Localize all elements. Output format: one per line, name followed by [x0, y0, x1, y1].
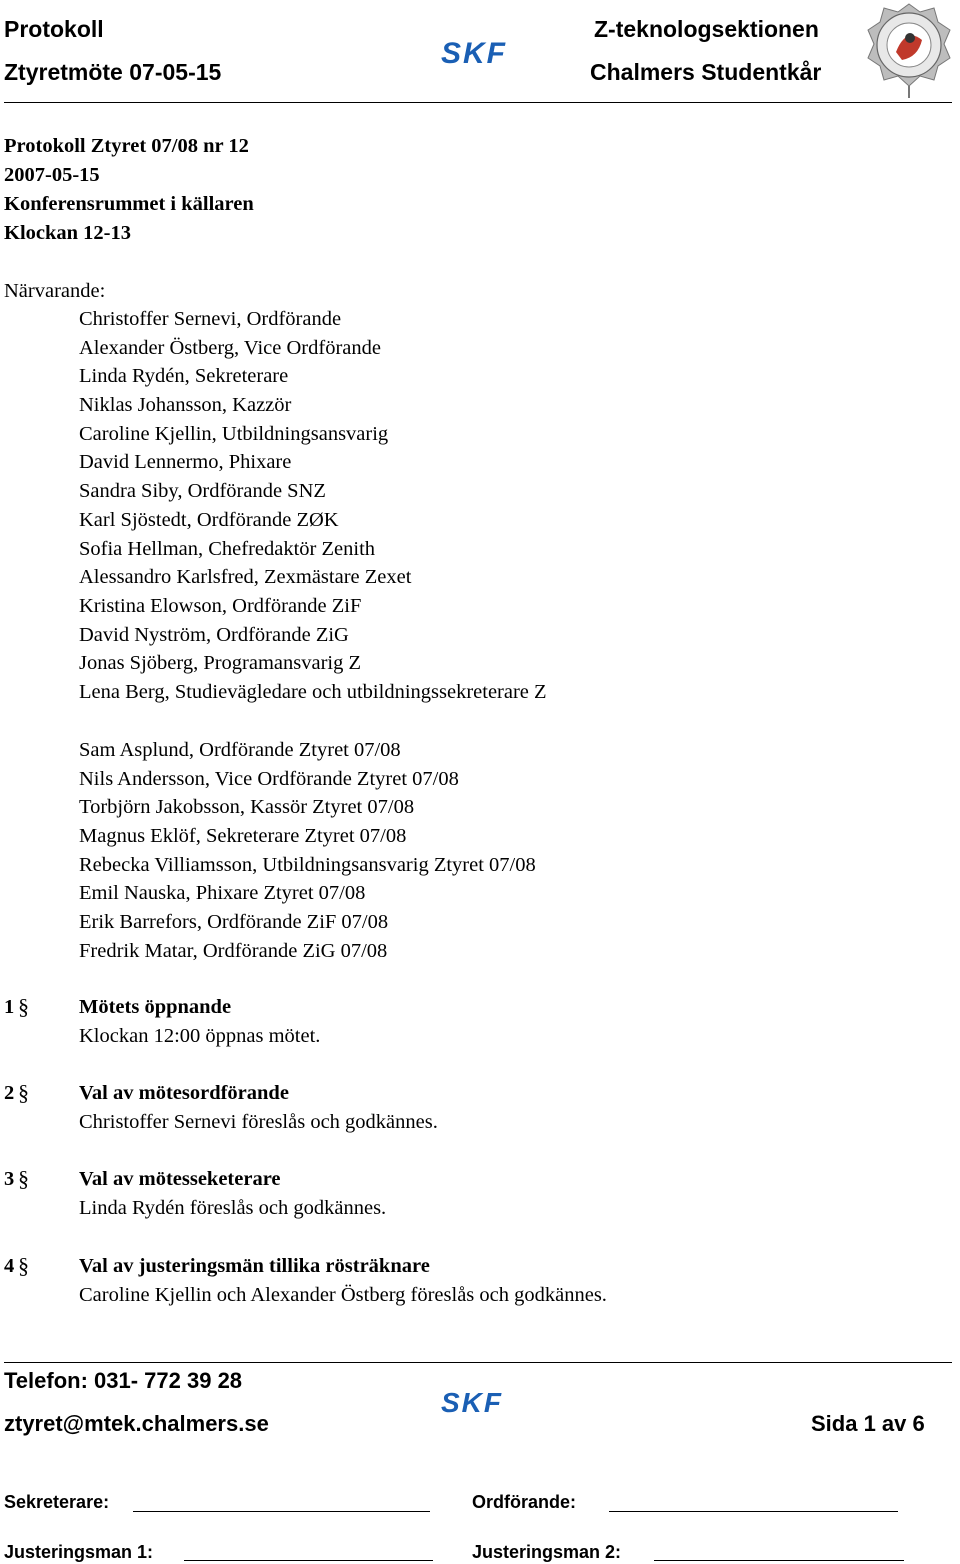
attendee: Erik Barrefors, Ordförande ZiF 07/08: [79, 911, 389, 934]
attendee: Alessandro Karlsfred, Zexmästare Zexet: [79, 566, 412, 589]
section-number: 3: [4, 1168, 15, 1190]
section-title: Val av mötesseketerare: [79, 1168, 281, 1190]
section-body: Klockan 12:00 öppnas mötet.: [79, 1025, 321, 1047]
header-union: Chalmers Studentkår: [590, 59, 822, 85]
attendee: Magnus Eklöf, Sekreterare Ztyret 07/08: [79, 825, 407, 848]
attendee: Nils Andersson, Vice Ordförande Ztyret 07/08: [79, 767, 459, 790]
section-title: Val av mötesordförande: [79, 1082, 289, 1104]
section-number: 2: [4, 1082, 15, 1104]
attendee: Jonas Sjöberg, Programansvarig Z: [79, 652, 362, 675]
attendee: Fredrik Matar, Ordförande ZiG 07/08: [79, 939, 388, 962]
attendee: Emil Nauska, Phixare Ztyret 07/08: [79, 882, 366, 905]
footer-email[interactable]: ztyret@mtek.chalmers.se: [4, 1411, 269, 1436]
signature-label-adjuster-1: Justeringsman 1:: [4, 1542, 154, 1562]
attendee: Kristina Elowson, Ordförande ZiF: [79, 594, 362, 617]
attendee: Karl Sjöstedt, Ordförande ZØK: [79, 508, 339, 531]
meeting-date: 2007-05-15: [4, 164, 100, 186]
signature-line-secretary: [133, 1511, 430, 1512]
attendee: David Nyström, Ordförande ZiG: [79, 623, 349, 646]
svg-text:SKF: SKF: [441, 38, 507, 66]
section-symbol: §: [18, 1166, 29, 1191]
signature-label-chair: Ordförande:: [472, 1492, 577, 1512]
footer-rule: [4, 1362, 952, 1363]
section-body: Christoffer Sernevi föreslås och godkännes.: [79, 1111, 438, 1133]
attendee: Torbjörn Jakobsson, Kassör Ztyret 07/08: [79, 796, 415, 819]
section-body: Caroline Kjellin och Alexander Östberg föreslås och godkännes.: [79, 1284, 607, 1306]
attendee: Caroline Kjellin, Utbildningsansvarig: [79, 422, 389, 445]
header-organization: Z-teknologsektionen: [594, 16, 819, 42]
attendee: Sofia Hellman, Chefredaktör Zenith: [79, 537, 376, 560]
attendee: Linda Rydén, Sekreterare: [79, 365, 289, 388]
attendee: Christoffer Sernevi, Ordförande: [79, 308, 342, 330]
attendance-label: Närvarande:: [4, 280, 106, 302]
protocol-title: Protokoll Ztyret 07/08 nr 12: [4, 135, 249, 157]
attendee: Alexander Östberg, Vice Ordförande: [79, 336, 381, 359]
section-symbol: §: [18, 994, 29, 1019]
attendance-list-current: [79, 305, 547, 707]
signature-line-adjuster-1: [184, 1560, 433, 1561]
page-number: Sida 1 av 6: [811, 1411, 925, 1436]
header-rule: [4, 102, 952, 103]
attendee: Niklas Johansson, Kazzör: [79, 394, 292, 417]
attendee: David Lennermo, Phixare: [79, 451, 292, 474]
section-number: 1: [4, 996, 15, 1018]
meeting-place: Konferensrummet i källaren: [4, 193, 254, 215]
section-title: Mötets öppnande: [79, 996, 232, 1018]
section-symbol: §: [18, 1253, 29, 1278]
skf-logo-footer: [420, 1389, 525, 1415]
attendee: Sam Asplund, Ordförande Ztyret 07/08: [79, 739, 401, 761]
section-seal-icon: [866, 2, 952, 100]
meeting-time: Klockan 12-13: [4, 222, 131, 244]
section-title: Val av justeringsmän tillika rösträknare: [79, 1255, 430, 1277]
signature-line-adjuster-2: [654, 1560, 904, 1561]
section-body: Linda Rydén föreslås och godkännes.: [79, 1197, 387, 1219]
signature-line-chair: [609, 1511, 898, 1512]
attendee: Rebecka Villiamsson, Utbildningsansvarig Ztyret 07/08: [79, 853, 536, 876]
attendee: Sandra Siby, Ordförande SNZ: [79, 480, 326, 503]
section-symbol: §: [18, 1080, 29, 1105]
attendee: Lena Berg, Studievägledare och utbildningssekreterare Z: [79, 680, 547, 703]
attendance-list-incoming: [79, 736, 536, 966]
header-doc-type: Protokoll: [4, 16, 104, 42]
header-meeting: Ztyretmöte 07-05-15: [4, 59, 222, 85]
signature-label-adjuster-2: Justeringsman 2:: [472, 1542, 622, 1562]
signature-label-secretary: Sekreterare:: [4, 1492, 110, 1512]
skf-logo: [420, 38, 528, 66]
section-number: 4: [4, 1255, 15, 1277]
svg-text:SKF: SKF: [441, 1389, 503, 1415]
footer-phone: Telefon: 031- 772 39 28: [4, 1368, 243, 1393]
